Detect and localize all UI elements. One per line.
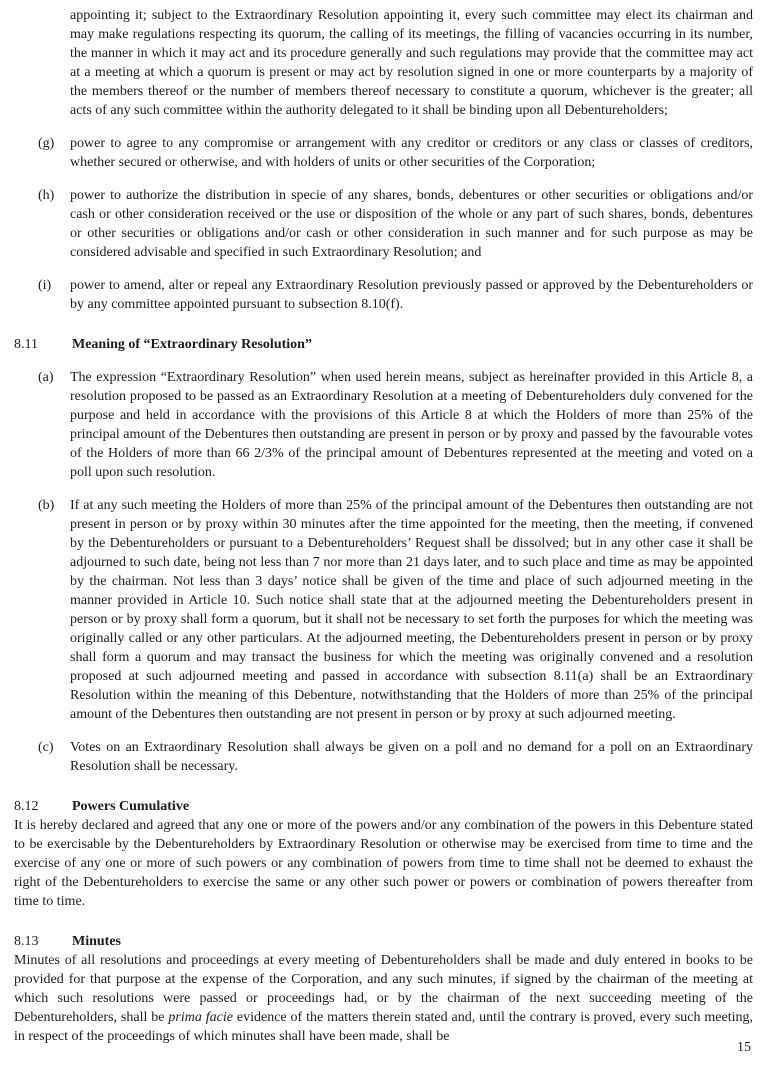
- section-title: Minutes: [72, 934, 121, 949]
- section-title: Meaning of “Extraordinary Resolution”: [72, 337, 312, 352]
- list-item-text: power to agree to any compromise or arrangement with any creditor or creditors or any class or classes of creditors, whether secured or otherwise, and with holders of units or other securities of the Corporation;: [70, 136, 753, 170]
- list-item-text: power to amend, alter or repeal any Extraordinary Resolution previously passed or approved by the Debentureholders or by any committee appointed pursuant to subsection 8.10(f).: [70, 278, 753, 312]
- section-heading-8-13: [14, 932, 753, 951]
- section-heading-8-11: [14, 335, 753, 354]
- section-number: 8.12: [14, 799, 39, 814]
- section-number: 8.11: [14, 337, 38, 352]
- section-body-8-12: It is hereby declared and agreed that any one or more of the powers and/or any combination of the powers in this Debenture stated to be exercisable by the Debentureholders by Extraordinary Resolution or otherwise may be exercised from time to time and the exercise of any one or more of such powers or any combination of powers from time to time shall not be deemed to exhaust the right of the Debentureholders to exercise the same or any other such power or powers or combination of powers thereafter from time to time.: [14, 818, 753, 909]
- minutes-text-before: Minutes of all resolutions and proceedings at every meeting of Debentureholders shall be made and duly entered in books to be provided for that purpose at the expense of the Corporation, and any such minutes, if signed by the chairman of the meeting at which such resolutions were passed or proceedings had, or by the chairman of the next succeeding meeting of the Debentureholders, shall be: [14, 953, 753, 1025]
- page-number: 15: [737, 1040, 751, 1055]
- section-body-8-13: [14, 951, 753, 1046]
- list-marker: (a): [38, 370, 54, 385]
- list-item-text: The expression “Extraordinary Resolution” when used herein means, subject as hereinafter provided in this Article 8, a resolution proposed to be passed as an Extraordinary Resolution at a meeting of Debentureholders duly convened for the purpose and held in accordance with the provisions of this Article 8 at which the Holders of more than 25% of the principal amount of the Debentures then outstanding are present in person or by proxy and passed by the favourable votes of the Holders of more than 66 2/3% of the principal amount of Debentures represented at the meeting and voted on a poll upon such resolution.: [70, 370, 753, 480]
- list-item-b: [14, 496, 753, 724]
- list-item-h: [14, 186, 753, 262]
- list-item-c: [14, 738, 753, 776]
- list-marker: (b): [38, 498, 55, 513]
- list-marker: (h): [38, 188, 55, 203]
- list-marker: (c): [38, 740, 54, 755]
- list-item-i: [14, 276, 753, 314]
- list-item-text: Votes on an Extraordinary Resolution shall always be given on a poll and no demand for a poll on an Extraordinary Resolution shall be necessary.: [70, 740, 753, 774]
- minutes-latin-phrase: prima facie: [168, 1010, 233, 1025]
- continuation-paragraph: appointing it; subject to the Extraordinary Resolution appointing it, every such committee may elect its chairman and may make regulations respecting its quorum, the calling of its meetings, the filling of vacancies occurring in its number, the manner in which it may act and its procedure generally and such regulations may provide that the committee may act at a meeting at which a quorum is present or may act by resolution signed in one or more counterparts by a majority of the members thereof or the number of members thereof necessary to constitute a quorum, whichever is the greater; all acts of any such committee within the authority delegated to it shall be binding upon all Debentureholders;: [70, 8, 753, 118]
- list-item-text: If at any such meeting the Holders of more than 25% of the principal amount of the Debentures then outstanding are not present in person or by proxy within 30 minutes after the time appointed for the meeting, then the meeting, if convened by the Debentureholders or pursuant to a Debentureholders’ Request shall be dissolved; but in any other case it shall be adjourned to such date, being not less than 7 nor more than 21 days later, and to such place and time as may be appointed by the chairman. Not less than 3 days’ notice shall be given of the time and place of such adjourned meeting in the manner provided in Article 10. Such notice shall state that at the adjourned meeting the Debentureholders present in person or by proxy shall form a quorum, but it shall not be necessary to set forth the purposes for which the meeting was originally called or any other particulars. At the adjourned meeting, the Debentureholders present in person or by proxy shall form a quorum and may transact the business for which the meeting was originally convened and a resolution proposed at such adjourned meeting and passed in accordance with subsection 8.11(a) shall be an Extraordinary Resolution within the meaning of this Debenture, notwithstanding that the Holders of more than 25% of the principal amount of the Debentures then outstanding are not present in person or by proxy at such adjourned meeting.: [70, 498, 753, 722]
- section-title: Powers Cumulative: [72, 799, 190, 814]
- section-heading-8-12: [14, 797, 753, 816]
- minutes-text-after: evidence of the matters therein stated and, until the contrary is proved, every such meeting, in respect of the proceedings of which minutes shall have been made, shall be: [14, 1010, 753, 1044]
- list-item-a: [14, 368, 753, 482]
- list-item-g: [14, 134, 753, 172]
- list-item-text: power to authorize the distribution in specie of any shares, bonds, debentures or other securities or obligations and/or cash or other consideration received or the use or disposition of the whole or any part of such shares, bonds, debentures or other securities or obligations and/or cash or other consideration in such manner and for such purpose as may be considered advisable and specified in such Extraordinary Resolution; and: [70, 188, 753, 260]
- section-number: 8.13: [14, 934, 39, 949]
- list-marker: (i): [38, 278, 52, 293]
- list-marker: (g): [38, 136, 55, 151]
